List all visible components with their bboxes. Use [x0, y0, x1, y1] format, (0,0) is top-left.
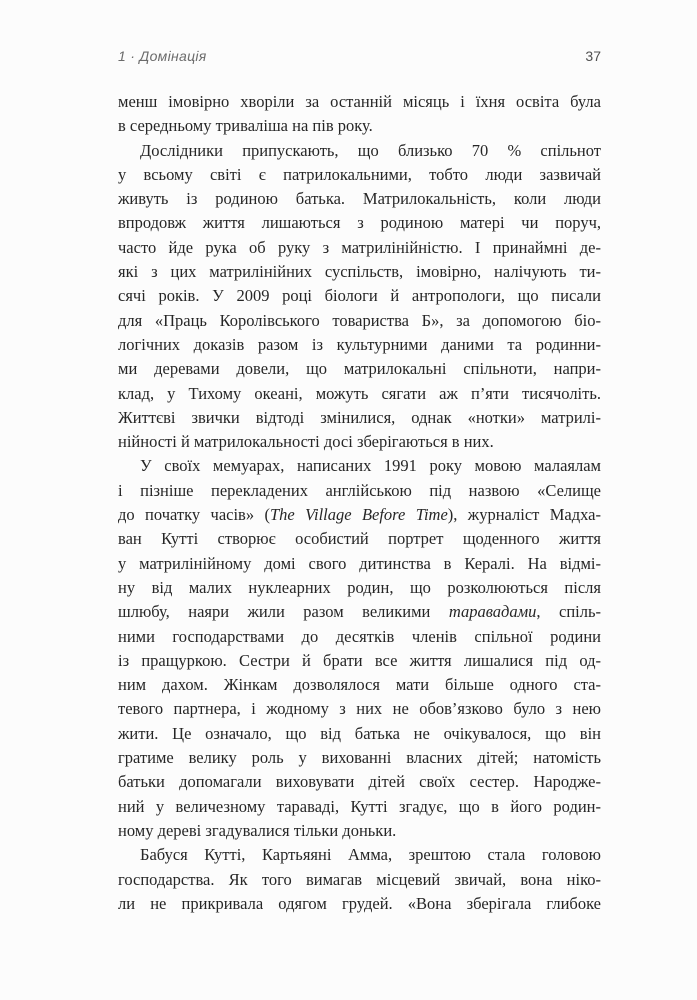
- text-line: у матрилінійному домі свого дитинства в Кералі. На відмі-: [118, 553, 601, 573]
- text-line: ли не прикривала одягом грудей. «Вона зберігала глибоке: [118, 893, 601, 913]
- text-line: в середньому триваліша на пів року.: [118, 116, 373, 136]
- text-line: У своїх мемуарах, написаних 1991 року мовою малаялам: [140, 456, 601, 476]
- running-header: [118, 48, 601, 64]
- text-line: гратиме велику роль у вихованні власних дітей; натомість: [118, 748, 601, 768]
- page-number: 37: [585, 48, 601, 64]
- text-line: Дослідники припускають, що близько 70 % спільнот: [140, 140, 601, 160]
- text-line: із пращуркою. Сестри й брати все життя лишалися під од-: [118, 650, 601, 670]
- text-line: сячі років. У 2009 році біологи й антропологи, що писали: [118, 286, 601, 306]
- text-line: ним дахом. Жінкам дозволялося мати більше одного ста-: [118, 675, 601, 695]
- text-line: батьки допомагали виховувати дітей своїх сестер. Народже-: [118, 772, 601, 792]
- text-line: які з цих матрилінійних суспільств, імовірно, налічують ти-: [118, 262, 601, 282]
- text-line: нійності й матрилокальності досі зберігаються в них.: [118, 432, 494, 452]
- text-line: ми деревами довели, що матрилокальні спільноти, напри-: [118, 359, 601, 379]
- text-line: часто йде рука об руку з матрилінійністю. І принаймні де-: [118, 237, 601, 257]
- text-line: клад, у Тихому океані, можуть сягати аж п’яти тисячоліть.: [118, 383, 601, 403]
- text-line: до початку часів» (The Village Before Time), журналіст Мадха-: [118, 505, 601, 525]
- text-line: логічних доказів разом із культурними даними та родинни-: [118, 334, 601, 354]
- text-line: менш імовірно хворіли за останній місяць і їхня освіта була: [118, 92, 601, 111]
- text-line: жити. Це означало, що від батька не очікувалося, що він: [118, 723, 601, 743]
- paragraph: [118, 454, 601, 843]
- paragraph: [118, 90, 601, 139]
- chapter-header: 1 · Домінація: [118, 48, 207, 64]
- page-body: [118, 90, 601, 916]
- text-line: живуть із родиною батька. Матрилокальність, коли люди: [118, 189, 601, 209]
- text-line: ний у величезному тараваді, Кутті згадує, що в його родин-: [118, 796, 601, 816]
- text-line: Життєві звички відтоді змінилися, однак «нотки» матрилі-: [118, 407, 601, 427]
- text-line: Бабуся Кутті, Картьяяні Амма, зрештою стала головою: [140, 845, 601, 865]
- text-line: ними господарствами до десятків членів спільної родини: [118, 626, 601, 646]
- text-line: тевого партнера, і жодному з них не обов’язково було з нею: [118, 699, 601, 719]
- text-line: ну від малих нуклеарних родин, що розколюються після: [118, 577, 601, 597]
- paragraph: [118, 843, 601, 916]
- text-line: шлюбу, наяри жили разом великими таравадами, спіль-: [118, 602, 601, 622]
- text-line: господарства. Як того вимагав місцевий звичай, вона ніко-: [118, 869, 601, 889]
- text-line: у всьому світі є патрилокальними, тобто люди зазвичай: [118, 164, 601, 184]
- paragraph: [118, 139, 601, 455]
- text-line: для «Праць Королівського товариства Б», за допомогою біо-: [118, 310, 601, 330]
- text-line: і пізніше перекладених англійською під назвою «Селище: [118, 480, 601, 500]
- text-line: ному дереві згадувалися тільки доньки.: [118, 820, 397, 840]
- text-line: ван Кутті створює особистий портрет щоденного життя: [118, 529, 601, 549]
- text-line: впродовж життя лишаються з родиною матері чи поруч,: [118, 213, 601, 233]
